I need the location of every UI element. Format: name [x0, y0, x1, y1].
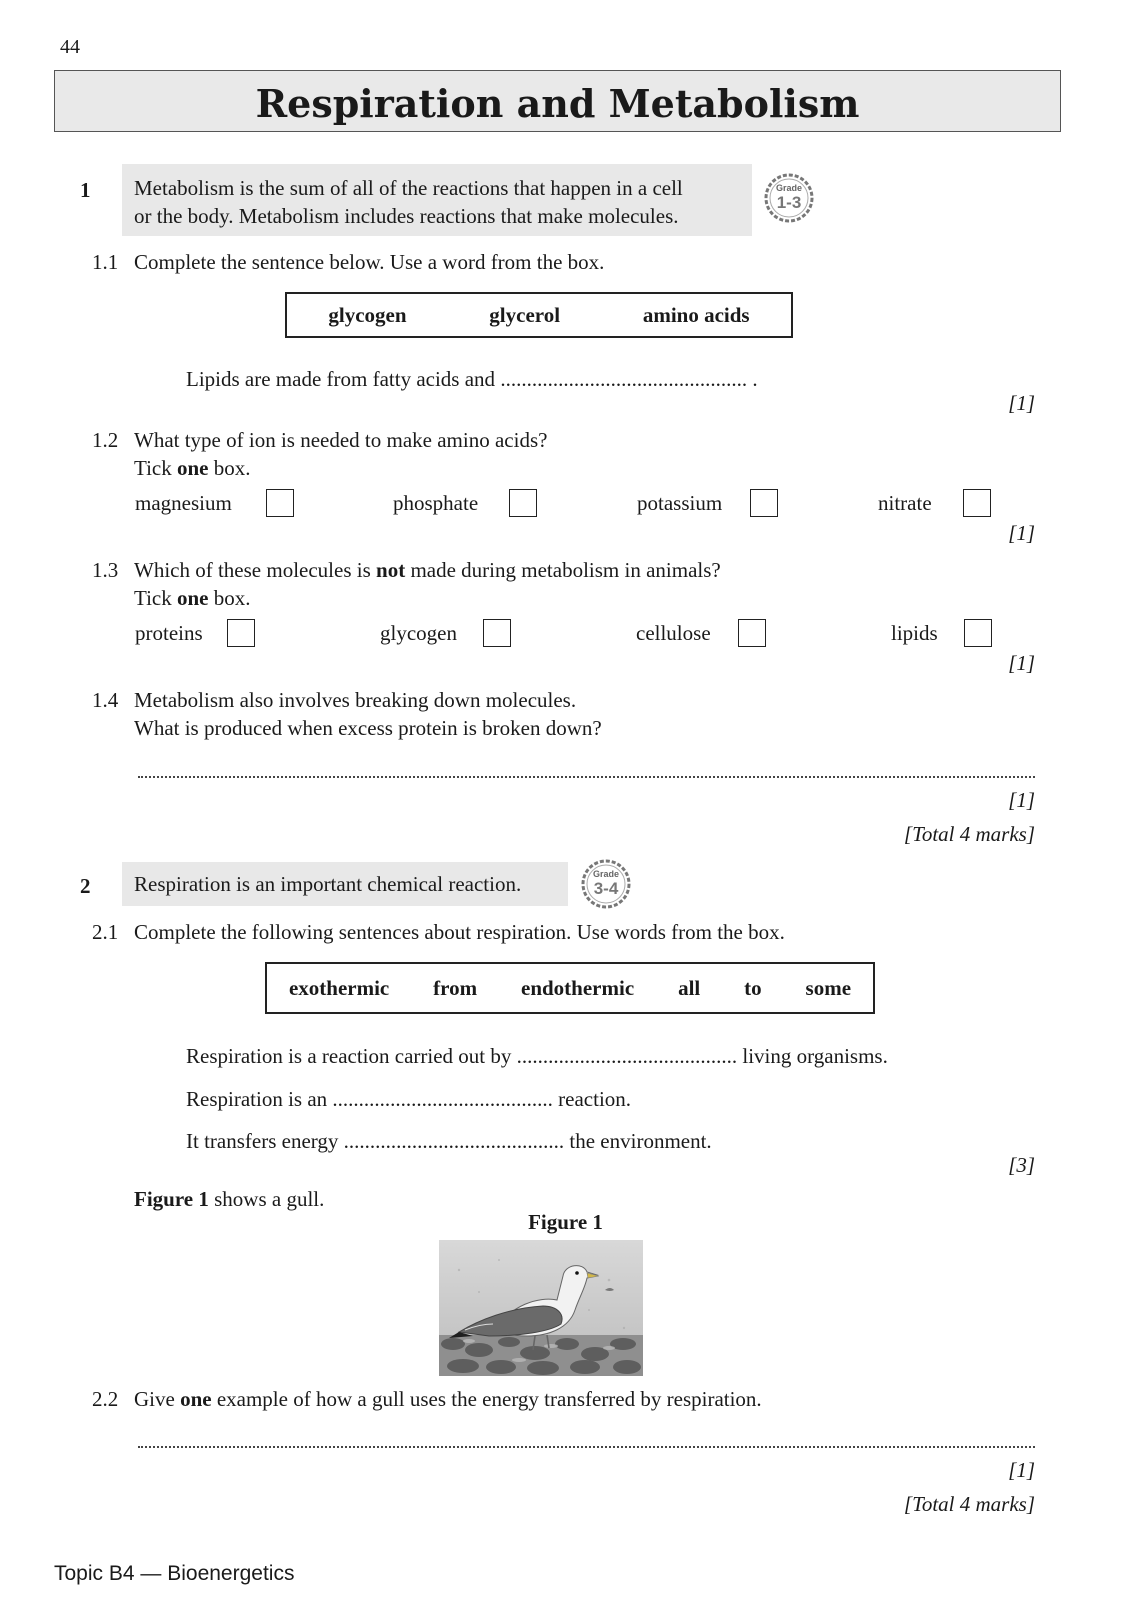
question-2-intro: Respiration is an important chemical reaction.: [134, 872, 522, 896]
answer-line-1-4[interactable]: [138, 776, 1035, 778]
option-label: cellulose: [636, 621, 711, 645]
option-label: lipids: [891, 621, 938, 645]
question-1-number: 1: [80, 178, 91, 202]
grade-badge-3-4: [580, 858, 632, 910]
word-box-word: all: [678, 975, 701, 1000]
marks-1-4: [1]: [1008, 788, 1035, 812]
tick-box-phosphate[interactable]: [509, 489, 537, 517]
marks-1-3: [1]: [1008, 651, 1035, 675]
option-label: potassium: [637, 491, 723, 515]
word-box-word: amino acids: [642, 302, 750, 327]
question-1-intro-line2: or the body. Metabolism includes reactions that make molecules.: [134, 204, 679, 228]
part-1-1-text: Complete the sentence below. Use a word from the box.: [134, 250, 605, 274]
option-label: magnesium: [135, 491, 232, 515]
part-1-3-text: Which of these molecules is not made during metabolism in animals?: [134, 558, 721, 582]
total-marks-q2: [Total 4 marks]: [903, 1492, 1035, 1516]
page-title: Respiration and Metabolism: [255, 81, 860, 126]
svg-text:Grade: Grade: [775, 183, 803, 193]
word-box-word: some: [805, 975, 852, 1000]
answer-blank[interactable]: ...............................................: [500, 367, 748, 391]
answer-blank[interactable]: ..........................................: [343, 1129, 565, 1153]
option-label: nitrate: [878, 491, 932, 515]
word-box-word: from: [433, 975, 478, 1000]
figure-caption: Figure 1: [528, 1210, 603, 1234]
part-1-2-number: 1.2: [92, 428, 119, 452]
answer-blank[interactable]: ..........................................: [332, 1087, 553, 1111]
word-box-1-1: [285, 292, 793, 338]
tick-box-cellulose[interactable]: [738, 619, 766, 647]
marks-2-1: [3]: [1008, 1153, 1035, 1177]
tick-box-magnesium[interactable]: [266, 489, 294, 517]
gull-illustration: [439, 1240, 643, 1376]
part-1-2-text: What type of ion is needed to make amino acids?: [134, 428, 548, 452]
part-2-2-text: Give one example of how a gull uses the energy transferred by respiration.: [134, 1387, 762, 1411]
marks-1-2: [1]: [1008, 521, 1035, 545]
sentence-2-1-b: Respiration is an .......................................... reaction.: [186, 1087, 632, 1111]
part-1-4-text-line1: Metabolism also involves breaking down molecules.: [134, 688, 577, 712]
answer-line-2-2[interactable]: [138, 1446, 1035, 1448]
tick-box-potassium[interactable]: [750, 489, 778, 517]
part-1-1-number: 1.1: [92, 250, 119, 274]
part-1-4-text-line2: What is produced when excess protein is broken down?: [134, 716, 602, 740]
svg-text:3-4: 3-4: [593, 879, 619, 898]
grade-badge-1-3: [763, 172, 815, 224]
tick-box-nitrate[interactable]: [963, 489, 991, 517]
answer-blank[interactable]: ..........................................: [516, 1044, 738, 1068]
marks-1-1: [1]: [1008, 391, 1035, 415]
part-1-4-number: 1.4: [92, 688, 119, 712]
option-label: glycogen: [380, 621, 457, 645]
tick-box-glycogen[interactable]: [483, 619, 511, 647]
page-number: 44: [60, 36, 80, 58]
footer-topic: Topic B4 — Bioenergetics: [54, 1562, 295, 1585]
part-2-1-text: Complete the following sentences about respiration. Use words from the box.: [134, 920, 785, 944]
sentence-1-1: [186, 369, 758, 390]
part-2-2-number: 2.2: [92, 1387, 119, 1411]
part-2-1-number: 2.1: [92, 920, 119, 944]
marks-2-2: [1]: [1008, 1458, 1035, 1482]
word-box-word: glycogen: [328, 302, 407, 327]
tick-box-proteins[interactable]: [227, 619, 255, 647]
sentence-2-1-a: Respiration is a reaction carried out by .......................................... living organisms.: [186, 1044, 888, 1068]
figure-reference: Figure 1 shows a gull.: [134, 1187, 325, 1211]
word-box-word: endothermic: [521, 975, 635, 1000]
svg-text:1-3: 1-3: [776, 193, 802, 212]
svg-text:Grade: Grade: [592, 869, 620, 879]
part-1-2-instruction: Tick one box.: [134, 456, 251, 480]
word-box-word: exothermic: [288, 975, 390, 1000]
sentence-2-1-c: It transfers energy .......................................... the environment.: [186, 1129, 712, 1153]
word-box-word: glycerol: [489, 302, 561, 327]
part-1-3-number: 1.3: [92, 558, 119, 582]
option-label: proteins: [135, 621, 203, 645]
total-marks-q1: [Total 4 marks]: [903, 822, 1035, 846]
tick-box-lipids[interactable]: [964, 619, 992, 647]
option-label: phosphate: [393, 491, 479, 515]
question-2-number: 2: [80, 874, 91, 898]
question-1-intro-line1: Metabolism is the sum of all of the reactions that happen in a cell: [134, 176, 683, 200]
word-box-2-1: [265, 962, 875, 1014]
word-box-word: to: [744, 975, 762, 1000]
sentence-text: .: [752, 367, 758, 391]
sentence-text: Lipids are made from fatty acids and: [186, 367, 496, 391]
part-1-3-instruction: Tick one box.: [134, 586, 251, 610]
title-banner: [54, 70, 1061, 132]
